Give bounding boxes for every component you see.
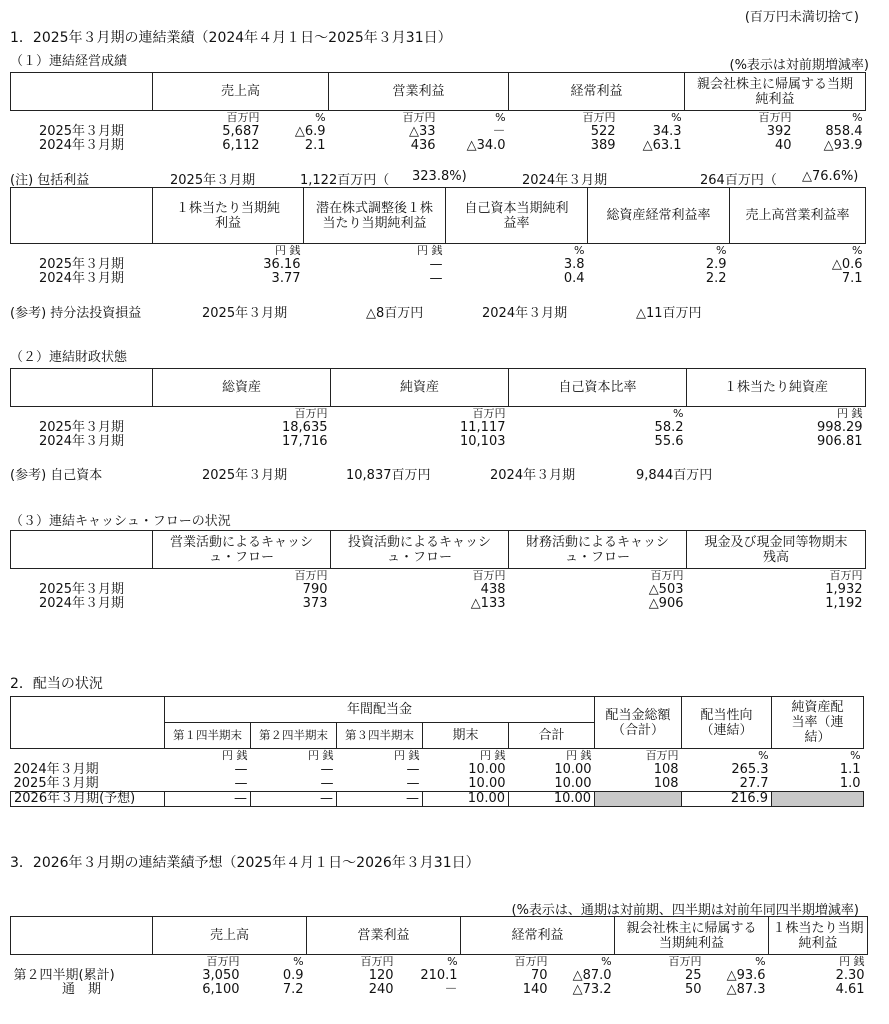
section2-title: 2．配当の状況 <box>10 676 103 692</box>
value-cell-na <box>772 792 864 807</box>
header-cell: 合計 <box>509 723 595 749</box>
note-value: △11百万円 <box>636 306 702 321</box>
header-cell: 第３四半期末 <box>337 723 423 749</box>
value-cell: 1.1 <box>839 762 861 777</box>
sub3-title: （３）連結キャッシュ・フローの状況 <box>10 514 231 529</box>
note-period: 2025年３月期 <box>170 173 256 188</box>
value-cell: △133 <box>470 596 506 611</box>
value-cell: 3,050 <box>202 968 240 983</box>
unit-cell: % <box>671 111 682 124</box>
header-blank <box>11 531 153 569</box>
value-cell: 108 <box>653 776 679 791</box>
dividends-table <box>10 696 864 807</box>
unit-cell: 百万円 <box>402 111 436 124</box>
value-cell: 906.81 <box>817 434 863 449</box>
table-row <box>11 272 866 286</box>
value-cell: — <box>337 792 423 807</box>
value-cell: 58.2 <box>654 420 684 435</box>
row-label: 2024年３月期 <box>38 596 125 611</box>
header-cell: 売上高 <box>153 73 329 111</box>
value-cell: 140 <box>522 982 548 997</box>
unit-cell: % <box>852 111 863 124</box>
value-cell: 216.9 <box>682 792 772 807</box>
header-cell: 経常利益 <box>461 917 615 955</box>
unit-cell: 円 銭 <box>839 955 865 968</box>
value-cell: 373 <box>302 596 328 611</box>
table-row-forecast <box>11 792 864 807</box>
table-row <box>11 435 866 449</box>
header-blank <box>11 369 153 407</box>
value-cell: △73.2 <box>572 982 612 997</box>
row-label: 2024年３月期 <box>38 434 125 449</box>
note-value: 10,837百万円 <box>346 468 431 483</box>
table-row <box>11 983 868 997</box>
header-cell: 営業活動によるキャッシュ・フロー <box>153 531 331 569</box>
value-cell: 389 <box>590 138 616 153</box>
value-cell: △93.9 <box>823 138 863 153</box>
value-cell: 265.3 <box>731 762 769 777</box>
unit-cell: % <box>852 244 863 257</box>
value-cell: 6,100 <box>202 982 240 997</box>
header-cell: 潜在株式調整後１株当たり当期純利益 <box>304 188 446 244</box>
section1-title: 1．2025年３月期の連結業績（2024年４月１日～2025年３月31日） <box>10 30 452 46</box>
unit-cell: 百万円 <box>514 955 548 968</box>
row-label: 2024年３月期 <box>38 271 125 286</box>
value-cell-na <box>595 792 682 807</box>
unit-cell: % <box>673 407 684 420</box>
row-label: 2026年３月期(予想) <box>11 792 165 807</box>
note-value: △8百万円 <box>366 306 424 321</box>
header-cell: 第２四半期末 <box>251 723 337 749</box>
header-cell: 経常利益 <box>509 73 685 111</box>
row-label: 2025年３月期 <box>38 257 125 272</box>
value-cell: 1.0 <box>839 776 861 791</box>
table-row <box>11 969 868 983</box>
header-cell: １株当たり当期純利益 <box>769 917 868 955</box>
header-blank <box>11 73 153 111</box>
unit-cell: 円 銭 <box>417 244 443 257</box>
note-value: 1,122百万円（ <box>300 173 390 188</box>
value-cell: — <box>429 271 443 286</box>
value-cell: — <box>429 257 443 272</box>
sub1-title: （１）連結経営成績 <box>10 54 128 69</box>
table-row <box>11 139 866 153</box>
row-label: 2025年３月期 <box>38 582 125 597</box>
value-cell: 1,192 <box>825 596 863 611</box>
table-row <box>11 583 866 597</box>
value-cell: — <box>406 776 420 791</box>
unit-cell: % <box>293 955 304 968</box>
unit-cell: 百万円 <box>829 569 863 582</box>
value-cell: 7.1 <box>841 271 863 286</box>
header-cell: 総資産経常利益率 <box>588 188 730 244</box>
unit-cell: 百万円 <box>472 569 506 582</box>
unit-cell: % <box>574 244 585 257</box>
value-cell: 858.4 <box>825 124 863 139</box>
value-cell: — <box>234 762 248 777</box>
value-cell: 392 <box>766 124 792 139</box>
unit-cell: % <box>601 955 612 968</box>
unit-cell: 百万円 <box>650 569 684 582</box>
value-cell: 40 <box>775 138 792 153</box>
header-cell: １株当たり純資産 <box>687 369 866 407</box>
value-cell: 36.16 <box>263 257 301 272</box>
unit-cell: 百万円 <box>360 955 394 968</box>
value-cell: 55.6 <box>654 434 684 449</box>
header-cell: 営業利益 <box>329 73 509 111</box>
value-cell: － <box>492 124 506 139</box>
value-cell: △6.9 <box>294 124 326 139</box>
note-period: 2024年３月期 <box>522 173 608 188</box>
value-cell: 10.00 <box>554 762 592 777</box>
unit-cell: 円 銭 <box>308 749 334 762</box>
header-blank <box>11 188 153 244</box>
value-cell: — <box>165 792 251 807</box>
row-label: 2025年３月期 <box>38 124 125 139</box>
value-cell: 522 <box>590 124 616 139</box>
unit-cell: % <box>315 111 326 124</box>
unit-cell: 円 銭 <box>566 749 592 762</box>
value-cell: 998.29 <box>817 420 863 435</box>
note-rate: 323.8%) <box>412 169 467 184</box>
comprehensive-income-label: (注) 包括利益 <box>10 173 90 188</box>
unit-cell: 円 銭 <box>394 749 420 762</box>
per-share-table <box>10 187 866 286</box>
unit-cell: % <box>755 955 766 968</box>
unit-cell: % <box>495 111 506 124</box>
header-cell: 純資産 <box>331 369 509 407</box>
note-period: 2024年３月期 <box>490 468 576 483</box>
header-cell: 営業利益 <box>307 917 461 955</box>
operating-results-table <box>10 72 866 153</box>
value-cell: △503 <box>648 582 684 597</box>
equity-label: (参考) 自己資本 <box>10 468 103 483</box>
header-cell: 自己資本当期純利益率 <box>446 188 588 244</box>
row-label: 2025年３月期 <box>38 420 125 435</box>
financial-position-table <box>10 368 866 449</box>
header-cell: 総資産 <box>153 369 331 407</box>
unit-cell: 百万円 <box>206 955 240 968</box>
row-label: 第２四半期(累計) <box>13 968 115 983</box>
header-cell: 親会社株主に帰属する当期純利益 <box>615 917 769 955</box>
value-cell: 7.2 <box>282 982 304 997</box>
value-cell: 2.30 <box>835 968 865 983</box>
value-cell: 0.9 <box>282 968 304 983</box>
value-cell: 70 <box>530 968 548 983</box>
header-cell: 投資活動によるキャッシュ・フロー <box>331 531 509 569</box>
header-cell: 財務活動によるキャッシュ・フロー <box>509 531 687 569</box>
value-cell: 11,117 <box>460 420 506 435</box>
value-cell: 438 <box>480 582 506 597</box>
unit-cell: 円 銭 <box>480 749 506 762</box>
value-cell: — <box>320 776 334 791</box>
header-cell: 第１四半期末 <box>165 723 251 749</box>
value-cell: － <box>444 982 458 997</box>
value-cell: 3.77 <box>271 271 301 286</box>
table-row <box>11 125 866 139</box>
unit-cell: 百万円 <box>472 407 506 420</box>
unit-cell: % <box>758 749 769 762</box>
value-cell: 34.3 <box>652 124 682 139</box>
value-cell: 0.4 <box>563 271 585 286</box>
header-cell: 現金及び現金同等物期末残高 <box>687 531 866 569</box>
value-cell: △87.3 <box>726 982 766 997</box>
row-label: 2024年３月期 <box>13 762 99 777</box>
header-cell: １株当たり当期純利益 <box>153 188 304 244</box>
value-cell: △87.0 <box>572 968 612 983</box>
equity-method-label: (参考) 持分法投資損益 <box>10 306 142 321</box>
sub1-note: (%表示は対前期増減率) <box>729 58 869 73</box>
value-cell: 120 <box>368 968 394 983</box>
value-cell: 2.9 <box>705 257 727 272</box>
row-label: 2024年３月期 <box>38 138 125 153</box>
note-value: 9,844百万円 <box>636 468 713 483</box>
value-cell: 210.1 <box>420 968 458 983</box>
unit-cell: 円 銭 <box>222 749 248 762</box>
value-cell: 50 <box>685 982 702 997</box>
value-cell: 240 <box>368 982 394 997</box>
value-cell: — <box>320 762 334 777</box>
table-row <box>11 597 866 611</box>
note-value: 264百万円（ <box>700 173 777 188</box>
value-cell: 5,687 <box>222 124 260 139</box>
section3-title: 3．2026年３月期の連結業績予想（2025年４月１日～2026年３月31日） <box>10 855 480 871</box>
value-cell: — <box>234 776 248 791</box>
forecast-note: (%表示は、通期は対前期、四半期は対前年同四半期増減率) <box>511 903 859 918</box>
unit-cell: % <box>850 749 861 762</box>
value-cell: 6,112 <box>222 138 260 153</box>
value-cell: 2.2 <box>705 271 727 286</box>
unit-cell: % <box>716 244 727 257</box>
unit-note: (百万円未満切捨て) <box>744 10 859 25</box>
table-row <box>11 763 864 777</box>
cash-flow-table <box>10 530 866 611</box>
value-cell: 2.1 <box>304 138 326 153</box>
value-cell: △0.6 <box>831 257 863 272</box>
value-cell: 10,103 <box>460 434 506 449</box>
header-blank <box>11 697 165 749</box>
header-cell: 親会社株主に帰属する当期純利益 <box>685 73 866 111</box>
value-cell: 10.00 <box>509 792 595 807</box>
value-cell: 108 <box>653 762 679 777</box>
unit-cell: 百万円 <box>226 111 260 124</box>
value-cell: △34.0 <box>466 138 506 153</box>
unit-cell: 百万円 <box>582 111 616 124</box>
header-cell: 年間配当金 <box>165 697 595 723</box>
value-cell: 10.00 <box>554 776 592 791</box>
unit-cell: 百万円 <box>294 407 328 420</box>
table-row <box>11 777 864 792</box>
unit-cell: 百万円 <box>668 955 702 968</box>
note-rate: △76.6%) <box>802 169 859 184</box>
value-cell: 10.00 <box>468 762 506 777</box>
value-cell: 3.8 <box>563 257 585 272</box>
note-period: 2025年３月期 <box>202 468 288 483</box>
unit-cell: 百万円 <box>758 111 792 124</box>
note-period: 2025年３月期 <box>202 306 288 321</box>
value-cell: — <box>251 792 337 807</box>
header-cell: 期末 <box>423 723 509 749</box>
unit-cell: 百万円 <box>645 749 679 762</box>
note-period: 2024年３月期 <box>482 306 568 321</box>
unit-cell: 円 銭 <box>837 407 863 420</box>
value-cell: 25 <box>685 968 702 983</box>
value-cell: 10.00 <box>468 776 506 791</box>
value-cell: 10.00 <box>423 792 509 807</box>
value-cell: △63.1 <box>642 138 682 153</box>
header-cell: 配当性向（連結） <box>682 697 772 749</box>
value-cell: 1,932 <box>825 582 863 597</box>
value-cell: — <box>406 762 420 777</box>
row-label: 通 期 <box>61 982 101 997</box>
row-label: 2025年３月期 <box>13 776 99 791</box>
value-cell: △33 <box>408 124 436 139</box>
header-cell: 売上高 <box>153 917 307 955</box>
unit-cell: % <box>447 955 458 968</box>
header-blank <box>11 917 153 955</box>
unit-cell: 円 銭 <box>275 244 301 257</box>
header-cell: 配当金総額（合計） <box>595 697 682 749</box>
value-cell: 18,635 <box>282 420 328 435</box>
table-row <box>11 421 866 435</box>
header-cell: 売上高営業利益率 <box>730 188 866 244</box>
table-row <box>11 258 866 272</box>
unit-cell: 百万円 <box>294 569 328 582</box>
value-cell: △906 <box>648 596 684 611</box>
value-cell: 790 <box>302 582 328 597</box>
forecast-table <box>10 916 868 997</box>
header-cell: 自己資本比率 <box>509 369 687 407</box>
header-cell: 純資産配当率（連結） <box>772 697 864 749</box>
sub2-title: （２）連結財政状態 <box>10 350 128 365</box>
value-cell: 27.7 <box>739 776 769 791</box>
value-cell: 17,716 <box>282 434 328 449</box>
value-cell: 4.61 <box>835 982 865 997</box>
value-cell: △93.6 <box>726 968 766 983</box>
value-cell: 436 <box>410 138 436 153</box>
